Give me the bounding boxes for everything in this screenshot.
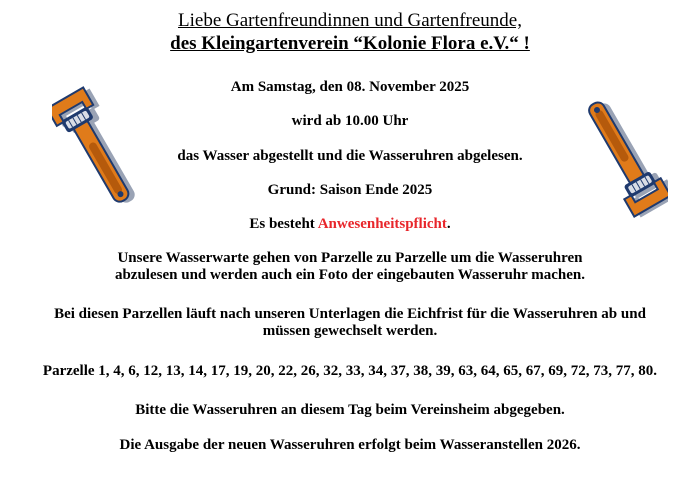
- greeting-line-1: Liebe Gartenfreundinnen und Gartenfreunde,: [178, 10, 522, 31]
- wardens-line-2: abzulesen und werden auch ein Foto der eingebauten Wasseruhr machen.: [114, 267, 586, 283]
- wardens-line-1: Unsere Wasserwarte gehen von Parzelle zu Parzelle um die Wasseruhren: [117, 250, 583, 266]
- greeting-line-2: des Kleingartenverein “Kolonie Flora e.V.“ !: [170, 33, 530, 54]
- time-line: wird ab 10.00 Uhr: [291, 113, 409, 129]
- new-meters-line: Die Ausgabe der neuen Wasseruhren erfolgt beim Wasseranstellen 2026.: [119, 437, 581, 453]
- expiry-line-1: Bei diesen Parzellen läuft nach unseren Unterlagen die Eichfrist für die Wasseruhren ab und: [54, 306, 646, 322]
- expiry-line-2: müssen gewechselt werden.: [262, 323, 438, 339]
- attendance-period: .: [446, 216, 451, 232]
- reason-line: Grund: Saison Ende 2025: [267, 182, 433, 198]
- date-line: Am Samstag, den 08. November 2025: [230, 79, 470, 95]
- wrench-icon: [52, 82, 138, 218]
- action-line: das Wasser abgestellt und die Wasseruhren abgelesen.: [177, 148, 523, 164]
- plots-line: Parzelle 1, 4, 6, 12, 13, 14, 17, 19, 20, 22, 26, 32, 33, 34, 37, 38, 39, 63, 64, 65, 67, 69, 72, 73, 77, 80.: [42, 363, 658, 379]
- attendance-highlight: Anwesenheitspflicht: [317, 216, 447, 232]
- attendance-text: Es besteht: [249, 216, 318, 232]
- return-line: Bitte die Wasseruhren an diesem Tag beim Vereinsheim abgegeben.: [135, 402, 565, 418]
- wrench-icon: [578, 88, 668, 222]
